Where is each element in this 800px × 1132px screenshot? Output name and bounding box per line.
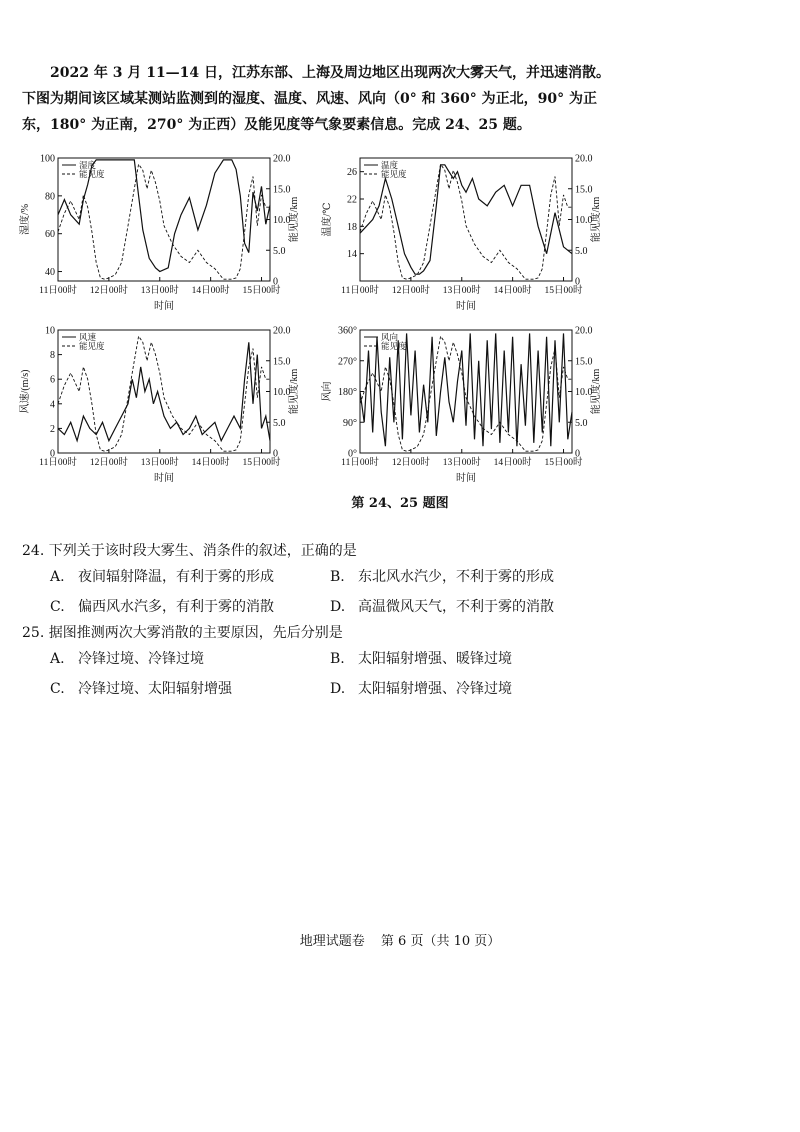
left-tick-label: 270°	[338, 356, 357, 368]
legend-label: 风向	[381, 332, 399, 342]
option-25-a-label: A.	[50, 651, 65, 667]
x-tick-label: 14日00时	[191, 458, 230, 468]
right-tick-label: 10.0	[575, 215, 593, 226]
x-tick-label: 13日00时	[140, 458, 179, 468]
right-axis-title: 能见度/km	[591, 368, 602, 415]
x-tick-label: 12日00时	[89, 458, 128, 468]
question-24	[22, 540, 782, 622]
right-tick-label: 10.0	[575, 387, 593, 398]
chart-svg	[322, 322, 602, 487]
right-tick-label: 5.0	[575, 417, 588, 429]
x-tick-label: 14日00时	[493, 286, 532, 296]
option-25-c	[50, 678, 232, 700]
option-24-a-text: 夜间辐射降温，有利于雾的形成	[78, 569, 274, 585]
question-25-options	[22, 648, 782, 704]
legend-label: 湿度	[79, 160, 97, 170]
option-25-a	[50, 648, 204, 670]
right-tick-label: 5.0	[575, 245, 588, 257]
option-24-a	[50, 566, 274, 588]
chart-svg	[322, 150, 602, 315]
left-tick-label: 80	[45, 191, 55, 203]
x-tick-label: 12日00时	[391, 286, 430, 296]
x-tick-label: 15日00时	[544, 458, 583, 468]
option-24-a-label: A.	[50, 569, 65, 585]
x-tick-label: 13日00时	[442, 286, 481, 296]
option-24-b	[330, 566, 554, 588]
option-24-c	[50, 596, 274, 618]
right-tick-label: 20.0	[273, 153, 291, 165]
left-axis-title: 湿度/%	[20, 203, 31, 236]
right-axis-title: 能见度/km	[591, 196, 602, 243]
left-tick-label: 4	[50, 399, 55, 411]
x-tick-label: 15日00时	[242, 458, 281, 468]
question-24-options	[22, 566, 782, 622]
option-25-b	[330, 648, 512, 670]
intro-line-3: 东，180° 为正南，270° 为正西）及能见度等气象要素信息。完成 24、25 题。	[22, 117, 531, 133]
x-tick-label: 13日00时	[140, 286, 179, 296]
x-tick-label: 13日00时	[442, 458, 481, 468]
left-tick-label: 14	[347, 249, 357, 261]
x-axis-title: 时间	[154, 473, 174, 484]
right-tick-label: 10.0	[273, 387, 291, 398]
option-25-c-label: C.	[50, 681, 65, 697]
x-tick-label: 12日00时	[391, 458, 430, 468]
footer-subject: 地理试题卷	[299, 934, 365, 949]
option-25-d-label: D.	[330, 681, 346, 697]
question-25-stem: 25. 据图推测两次大雾消散的主要原因，先后分别是	[22, 625, 343, 641]
x-tick-label: 11日00时	[341, 286, 379, 296]
left-tick-label: 2	[50, 423, 55, 435]
option-24-c-text: 偏西风水汽多，有利于雾的消散	[78, 599, 274, 615]
x-tick-label: 11日00时	[341, 458, 379, 468]
legend-label: 风速	[79, 332, 97, 342]
series-line-primary	[360, 165, 572, 274]
intro-paragraph	[22, 60, 762, 138]
legend-label: 能见度	[79, 169, 105, 179]
left-tick-label: 18	[347, 221, 357, 233]
x-tick-label: 15日00时	[242, 286, 281, 296]
left-axis-title: 风速/(m/s)	[20, 369, 31, 414]
right-tick-label: 15.0	[273, 184, 291, 196]
right-tick-label: 5.0	[273, 245, 286, 257]
option-25-c-text: 冷锋过境、太阳辐射增强	[78, 681, 232, 697]
left-tick-label: 40	[45, 267, 55, 279]
left-tick-label: 8	[50, 350, 55, 362]
legend-label: 温度	[381, 160, 399, 170]
right-tick-label: 15.0	[575, 356, 593, 368]
series-line-visibility	[360, 164, 572, 279]
right-tick-label: 10.0	[273, 215, 291, 226]
option-25-a-text: 冷锋过境、冷锋过境	[78, 651, 204, 667]
left-tick-label: 0	[50, 448, 55, 460]
question-25	[22, 622, 782, 704]
left-axis-title: 温度/℃	[322, 202, 333, 237]
x-tick-label: 14日00时	[493, 458, 532, 468]
x-tick-label: 12日00时	[89, 286, 128, 296]
option-24-b-label: B.	[330, 569, 345, 585]
option-25-d-text: 太阳辐射增强、冷锋过境	[358, 681, 512, 697]
question-24-stem: 24. 下列关于该时段大雾生、消条件的叙述，正确的是	[22, 543, 357, 559]
right-tick-label: 20.0	[575, 325, 593, 337]
x-axis-title: 时间	[456, 301, 476, 312]
left-tick-label: 26	[347, 167, 357, 179]
figure-caption: 第 24、25 题图	[351, 496, 449, 511]
left-tick-label: 360°	[338, 325, 357, 337]
series-line-visibility	[58, 336, 270, 451]
left-tick-label: 100	[40, 153, 55, 165]
right-tick-label: 0	[273, 448, 278, 460]
x-tick-label: 15日00时	[544, 286, 583, 296]
option-24-b-text: 东北风水汽少，不利于雾的形成	[358, 569, 554, 585]
legend-label: 能见度	[381, 169, 407, 179]
x-axis-title: 时间	[456, 473, 476, 484]
windspeed-visibility-chart	[20, 322, 300, 487]
page-footer	[0, 930, 800, 949]
intro-line-1: 2022 年 3 月 11—14 日，江苏东部、上海及周边地区出现两次大雾天气，并迅速消散。	[50, 65, 611, 81]
right-tick-label: 15.0	[273, 356, 291, 368]
left-tick-label: 0°	[348, 448, 357, 460]
option-24-d-label: D.	[330, 599, 346, 615]
option-24-c-label: C.	[50, 599, 65, 615]
left-tick-label: 180°	[338, 387, 357, 398]
left-tick-label: 10	[45, 325, 55, 337]
option-24-d-text: 高温微风天气，不利于雾的消散	[358, 599, 554, 615]
right-tick-label: 0	[273, 276, 278, 288]
x-tick-label: 14日00时	[191, 286, 230, 296]
temperature-visibility-chart	[322, 150, 602, 315]
right-axis-title: 能见度/km	[289, 196, 300, 243]
option-25-d	[330, 678, 512, 700]
intro-line-2: 下图为期间该区域某测站监测到的湿度、温度、风速、风向（0° 和 360° 为正北，90° 为正	[22, 91, 597, 107]
left-tick-label: 90°	[343, 417, 357, 429]
option-25-b-text: 太阳辐射增强、暖锋过境	[358, 651, 512, 667]
x-tick-label: 11日00时	[39, 458, 77, 468]
left-tick-label: 60	[45, 229, 55, 241]
chart-svg	[20, 322, 300, 487]
left-tick-label: 22	[347, 194, 357, 206]
right-tick-label: 15.0	[575, 184, 593, 196]
left-tick-label: 6	[50, 374, 55, 386]
right-tick-label: 0	[575, 448, 580, 460]
footer-page-number: 第 6 页（共 10 页）	[380, 934, 501, 949]
right-axis-title: 能见度/km	[289, 368, 300, 415]
left-axis-title: 风向	[322, 381, 333, 402]
right-tick-label: 20.0	[273, 325, 291, 337]
winddirection-visibility-chart	[322, 322, 602, 487]
x-axis-title: 时间	[154, 301, 174, 312]
right-tick-label: 20.0	[575, 153, 593, 165]
right-tick-label: 5.0	[273, 417, 286, 429]
option-24-d	[330, 596, 554, 618]
option-25-b-label: B.	[330, 651, 345, 667]
series-line-primary	[58, 342, 270, 440]
right-tick-label: 0	[575, 276, 580, 288]
chart-svg	[20, 150, 300, 315]
legend-label: 能见度	[79, 341, 105, 351]
x-tick-label: 11日00时	[39, 286, 77, 296]
humidity-visibility-chart	[20, 150, 300, 315]
legend-label: 能见度	[381, 341, 407, 351]
